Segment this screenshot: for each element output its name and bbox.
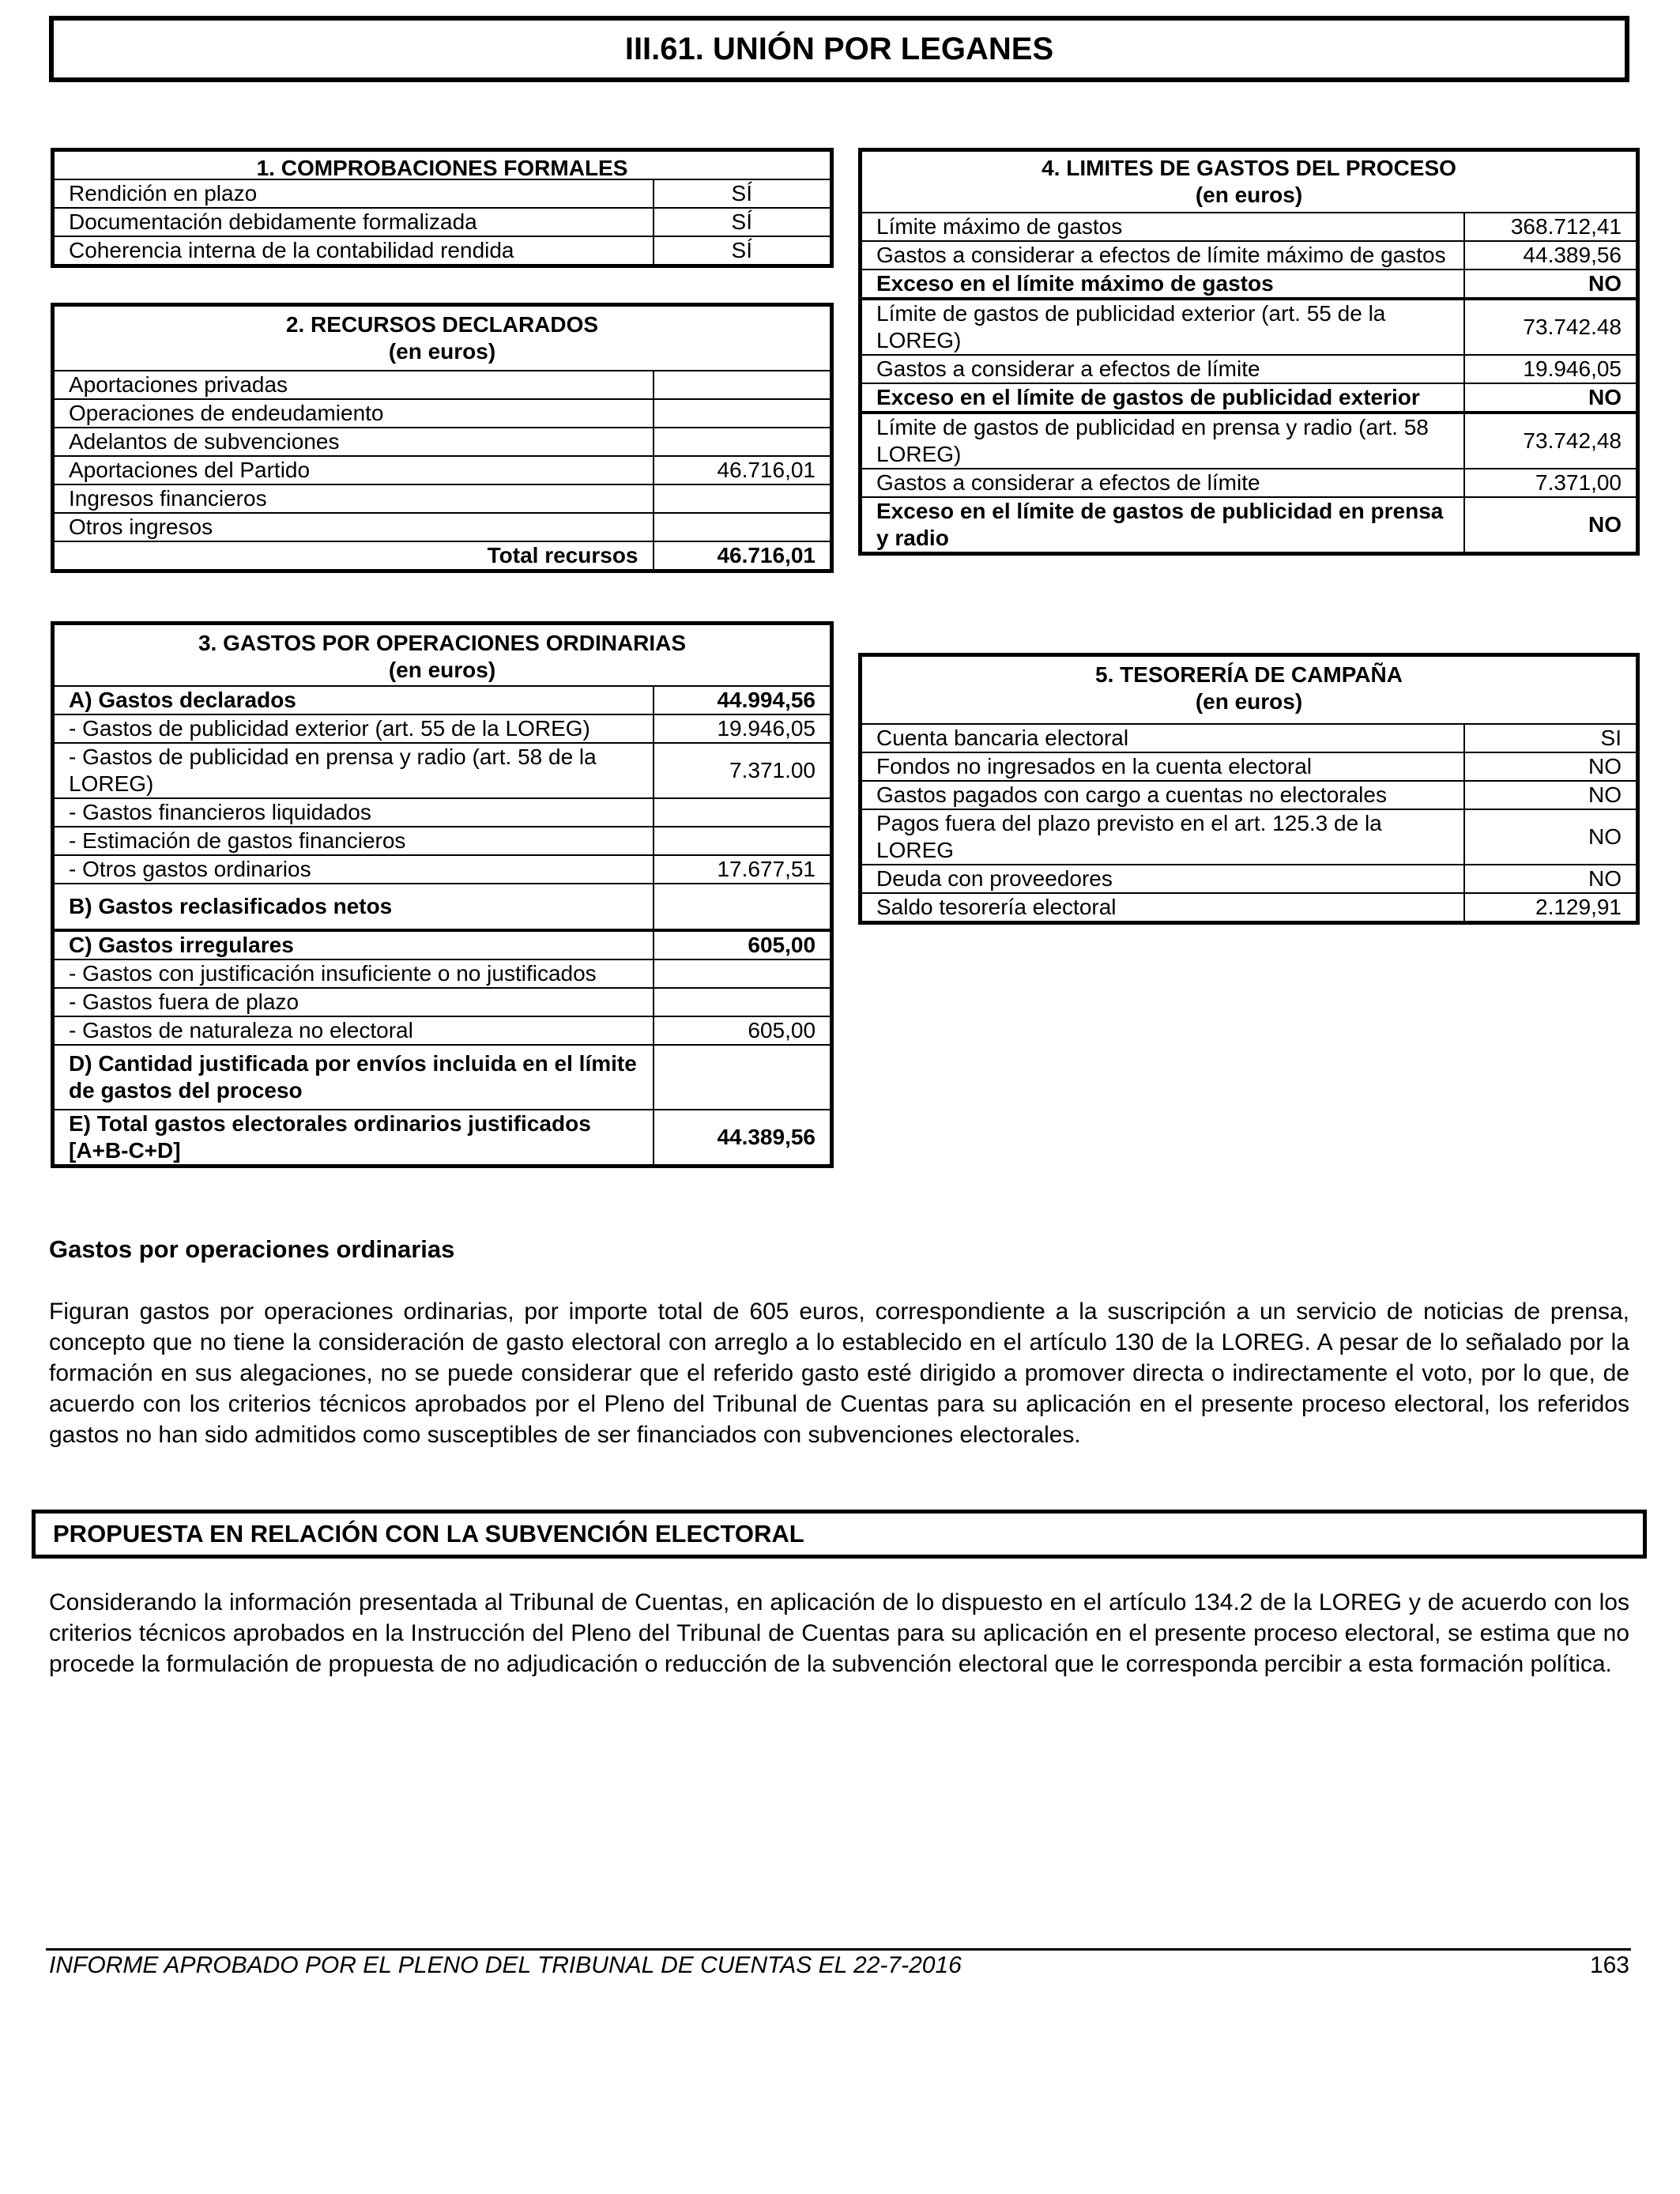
paragraph-propuesta: Considerando la información presentada al Tribunal de Cuentas, en aplicación de lo dispuesto en el artículo 134.2 de la LOREG y de acuerdo con los criterios técnicos aprobados en la Instrucción del Pleno del Tribunal de Cuentas para su aplicación en el presente proceso electoral, se estima que no procede la formulación de propuesta de no adjudicación o reducción de la subvención electoral que le corresponda percibir a esta formación política. [49,1589,1629,1677]
paragraph-gastos: Figuran gastos por operaciones ordinarias, por importe total de 605 euros, correspondiente a la suscripción a un servicio de noticias de prensa, concepto que no tiene la consideración de gasto electoral con arreglo a lo establecido en el artículo 130 de la LOREG. A pesar de lo señalado por la formación en sus alegaciones, no se puede considerar que el referido gasto esté dirigido a promover directa o indirectamente el voto, por lo que, de acuerdo con los criterios técnicos aprobados por el Pleno del Tribunal de Cuentas para su aplicación en el presente proceso electoral, los referidos gastos no han sido admitidos como susceptibles de ser financiados con subvenciones electorales. [49,1299,1629,1448]
table-row: Gastos a considerar a efectos de límite 7.371,00 [861,469,1638,497]
table-row: Rendición en plazo SÍ [53,179,832,208]
table-row: - Gastos financieros liquidados [53,798,832,827]
table-comprobaciones-formales [51,148,834,268]
table-recursos-declarados [51,303,834,573]
table-header: 3. GASTOS POR OPERACIONES ORDINARIAS (en euros) [53,624,832,687]
table-row: - Gastos de publicidad en prensa y radio (art. 58 de la LOREG) 7.371.00 [53,743,832,798]
footer-text: INFORME APROBADO POR EL PLENO DEL TRIBUNAL DE CUENTAS EL 22-7-2016 [49,1952,962,1978]
table-total-row: Total recursos 46.716,01 [53,541,832,571]
table-row: Aportaciones del Partido 46.716,01 [53,456,832,484]
table-row: Límite máximo de gastos 368.712,41 [861,213,1638,241]
table-row: Gastos a considerar a efectos de límite máximo de gastos 44.389,56 [861,241,1638,270]
table-header: 1. COMPROBACIONES FORMALES [53,150,832,180]
section-title: Gastos por operaciones ordinarias [49,1235,455,1263]
table-row: Saldo tesorería electoral 2.129,91 [861,893,1638,923]
table-row: A) Gastos declarados 44.994,56 [53,686,832,714]
table-row: E) Total gastos electorales ordinarios justificados [A+B-C+D] 44.389,56 [53,1110,832,1167]
page-title: III.61. UNIÓN POR LEGANES [49,16,1629,82]
table-row: Cuenta bancaria electoral SI [861,724,1638,752]
table-row: Exceso en el límite máximo de gastos NO [861,270,1638,299]
table-row: Deuda con proveedores NO [861,865,1638,893]
table-row: - Gastos de publicidad exterior (art. 55 de la LOREG) 19.946,05 [53,714,832,743]
footer-divider [46,1948,1631,1951]
table-row: Ingresos financieros [53,484,832,513]
table-row: Otros ingresos [53,513,832,541]
section-box-propuesta: PROPUESTA EN RELACIÓN CON LA SUBVENCIÓN ELECTORAL [32,1510,1647,1559]
table-row: - Gastos con justificación insuficiente o no justificados [53,959,832,988]
table-row: - Gastos fuera de plazo [53,988,832,1016]
table-row: B) Gastos reclasificados netos [53,884,832,930]
table-gastos-operaciones-ordinarias [51,621,834,1168]
table-header: 5. TESORERÍA DE CAMPAÑA (en euros) [861,655,1638,725]
table-row: Operaciones de endeudamiento [53,399,832,428]
table-row: - Estimación de gastos financieros [53,827,832,855]
table-row: C) Gastos irregulares 605,00 [53,930,832,959]
table-row: Gastos a considerar a efectos de límite 19.946,05 [861,355,1638,383]
table-row: Aportaciones privadas [53,371,832,399]
table-header: 4. LIMITES DE GASTOS DEL PROCESO (en euros) [861,150,1638,213]
table-row: Exceso en el límite de gastos de publicidad en prensa y radio NO [861,497,1638,554]
table-row: Coherencia interna de la contabilidad rendida SÍ [53,236,832,266]
table-row: Documentación debidamente formalizada SÍ [53,208,832,236]
table-tesoreria-campana [858,653,1640,925]
table-row: Límite de gastos de publicidad exterior (art. 55 de la LOREG) 73.742.48 [861,299,1638,355]
table-row: - Gastos de naturaleza no electoral 605,00 [53,1016,832,1045]
table-row: Límite de gastos de publicidad en prensa y radio (art. 58 LOREG) 73.742,48 [861,413,1638,469]
table-row: Adelantos de subvenciones [53,428,832,456]
table-header: 2. RECURSOS DECLARADOS (en euros) [53,305,832,371]
table-limites-gastos [858,148,1640,556]
table-row: Exceso en el límite de gastos de publicidad exterior NO [861,383,1638,413]
table-row: Pagos fuera del plazo previsto en el art. 125.3 de la LOREG NO [861,809,1638,865]
table-row: D) Cantidad justificada por envíos incluida en el límite de gastos del proceso [53,1045,832,1110]
table-row: Fondos no ingresados en la cuenta electoral NO [861,752,1638,781]
page-number: 163 [1589,1952,1629,1978]
table-row: Gastos pagados con cargo a cuentas no electorales NO [861,781,1638,809]
table-row: - Otros gastos ordinarios 17.677,51 [53,855,832,884]
